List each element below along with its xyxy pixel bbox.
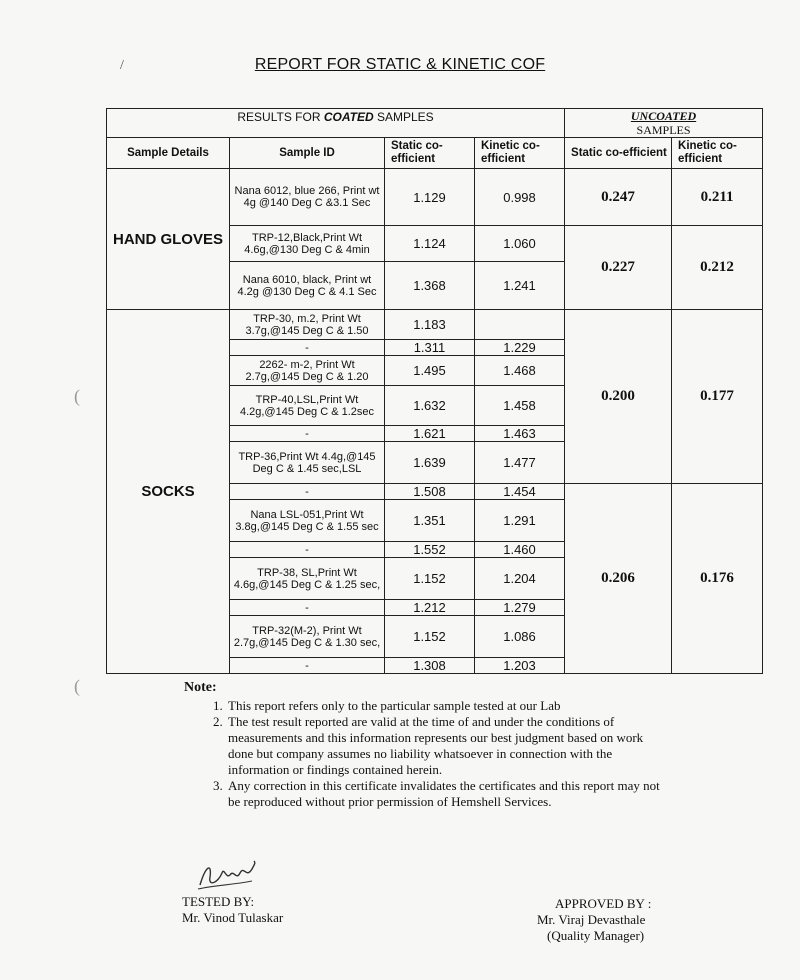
kinetic-cell: 1.086 xyxy=(475,616,565,658)
punch-hole-mark: ( xyxy=(74,386,80,406)
col-kinetic: Kinetic co-efficient xyxy=(475,138,565,169)
col-uncoated-static: Static co-efficient xyxy=(565,138,672,169)
sample-id-cell: TRP-30, m.2, Print Wt 3.7g,@145 Deg C & 1.50 xyxy=(230,310,385,340)
kinetic-cell: 1.460 xyxy=(475,542,565,558)
category-socks: SOCKS xyxy=(107,310,230,674)
static-cell: 1.351 xyxy=(385,500,475,542)
table-row xyxy=(107,169,763,226)
kinetic-cell: 1.458 xyxy=(475,386,565,426)
static-cell: 1.152 xyxy=(385,558,475,600)
approved-by-label: APPROVED BY : xyxy=(555,896,652,911)
results-table xyxy=(106,108,763,674)
kinetic-cell: 1.477 xyxy=(475,442,565,484)
category-hand-gloves: HAND GLOVES xyxy=(107,169,230,310)
kinetic-cell: 1.229 xyxy=(475,340,565,356)
kinetic-cell: 1.204 xyxy=(475,558,565,600)
kinetic-cell: 1.203 xyxy=(475,658,565,674)
uncoated-kinetic-cell: 0.177 xyxy=(672,310,763,484)
static-cell: 1.621 xyxy=(385,426,475,442)
sample-id-cell: Nana LSL-051,Print Wt 3.8g,@145 Deg C & 1.55 sec xyxy=(230,500,385,542)
uncoated-kinetic-cell: 0.212 xyxy=(672,226,763,310)
static-cell: 1.124 xyxy=(385,226,475,262)
sample-id-cell: 2262- m-2, Print Wt 2.7g,@145 Deg C & 1.20 xyxy=(230,356,385,386)
kinetic-cell: 0.998 xyxy=(475,169,565,226)
signature-scribble-icon xyxy=(196,855,260,893)
tester-signature xyxy=(196,855,260,898)
uncoated-kinetic-cell: 0.211 xyxy=(672,169,763,226)
col-uncoated-kinetic: Kinetic co-efficient xyxy=(672,138,763,169)
sample-id-cell: TRP-40,LSL,Print Wt 4.2g,@145 Deg C & 1.2sec xyxy=(230,386,385,426)
note-item: 2. The test result reported are valid at the time of and under the conditions of measurements and this information represents our best judgment based on work done but company assumes no liability whatsoever in connection with the information or findings contained herein. xyxy=(226,714,664,778)
note-item: 3. Any correction in this certificate invalidates the certificates and this report may not be reproduced without prior permission of Hemshell Services. xyxy=(226,778,664,810)
sample-id-cell: Nana 6012, blue 266, Print wt 4g @140 Deg C &3.1 Sec xyxy=(230,169,385,226)
col-static: Static co-efficient xyxy=(385,138,475,169)
tested-by-block xyxy=(182,894,283,926)
tested-by-name: Mr. Vinod Tulaskar xyxy=(182,910,284,925)
static-cell: 1.129 xyxy=(385,169,475,226)
uncoated-samples-header: UNCOATED SAMPLES xyxy=(565,109,763,138)
table-row xyxy=(107,310,763,340)
static-cell: 1.552 xyxy=(385,542,475,558)
sample-id-cell: - xyxy=(230,658,385,674)
notes-section xyxy=(184,680,664,810)
col-sample-details: Sample Details xyxy=(107,138,230,169)
punch-hole-mark: ( xyxy=(74,676,80,696)
sample-id-cell: TRP-32(M-2), Print Wt 2.7g,@145 Deg C & 1.30 sec, xyxy=(230,616,385,658)
uncoated-static-cell: 0.206 xyxy=(565,484,672,674)
sample-id-cell: - xyxy=(230,340,385,356)
uncoated-kinetic-cell: 0.176 xyxy=(672,484,763,674)
kinetic-cell: 1.241 xyxy=(475,262,565,310)
uncoated-static-cell: 0.227 xyxy=(565,226,672,310)
approved-by-block xyxy=(537,896,651,944)
sample-id-cell: - xyxy=(230,542,385,558)
uncoated-static-cell: 0.200 xyxy=(565,310,672,484)
approved-by-name: Mr. Viraj Devasthale xyxy=(537,912,646,927)
approved-by-role: (Quality Manager) xyxy=(547,928,645,943)
report-title: REPORT FOR STATIC & KINETIC COF xyxy=(254,56,546,73)
notes-list xyxy=(184,698,664,810)
kinetic-cell xyxy=(475,310,565,340)
static-cell: 1.183 xyxy=(385,310,475,340)
static-cell: 1.639 xyxy=(385,442,475,484)
sample-id-cell: TRP-36,Print Wt 4.4g,@145 Deg C & 1.45 sec,LSL xyxy=(230,442,385,484)
kinetic-cell: 1.060 xyxy=(475,226,565,262)
static-cell: 1.152 xyxy=(385,616,475,658)
uncoated-static-cell: 0.247 xyxy=(565,169,672,226)
static-cell: 1.368 xyxy=(385,262,475,310)
sample-id-cell: - xyxy=(230,426,385,442)
sample-id-cell: Nana 6010, black, Print wt 4.2g @130 Deg C & 4.1 Sec xyxy=(230,262,385,310)
coated-samples-header: RESULTS FOR COATED SAMPLES xyxy=(107,109,565,138)
sample-id-cell: TRP-38, SL,Print Wt 4.6g,@145 Deg C & 1.25 sec, xyxy=(230,558,385,600)
tested-by-label: TESTED BY: xyxy=(182,894,255,909)
notes-title: Note: xyxy=(184,680,217,695)
static-cell: 1.212 xyxy=(385,600,475,616)
static-cell: 1.308 xyxy=(385,658,475,674)
kinetic-cell: 1.454 xyxy=(475,484,565,500)
static-cell: 1.632 xyxy=(385,386,475,426)
kinetic-cell: 1.463 xyxy=(475,426,565,442)
static-cell: 1.311 xyxy=(385,340,475,356)
kinetic-cell: 1.291 xyxy=(475,500,565,542)
col-sample-id: Sample ID xyxy=(230,138,385,169)
static-cell: 1.508 xyxy=(385,484,475,500)
sample-id-cell: - xyxy=(230,600,385,616)
note-item: 1. This report refers only to the particular sample tested at our Lab xyxy=(226,698,664,714)
sample-id-cell: - xyxy=(230,484,385,500)
sample-id-cell: TRP-12,Black,Print Wt 4.6g,@130 Deg C & 4min xyxy=(230,226,385,262)
kinetic-cell: 1.279 xyxy=(475,600,565,616)
stray-pen-mark: / xyxy=(120,58,124,73)
static-cell: 1.495 xyxy=(385,356,475,386)
kinetic-cell: 1.468 xyxy=(475,356,565,386)
